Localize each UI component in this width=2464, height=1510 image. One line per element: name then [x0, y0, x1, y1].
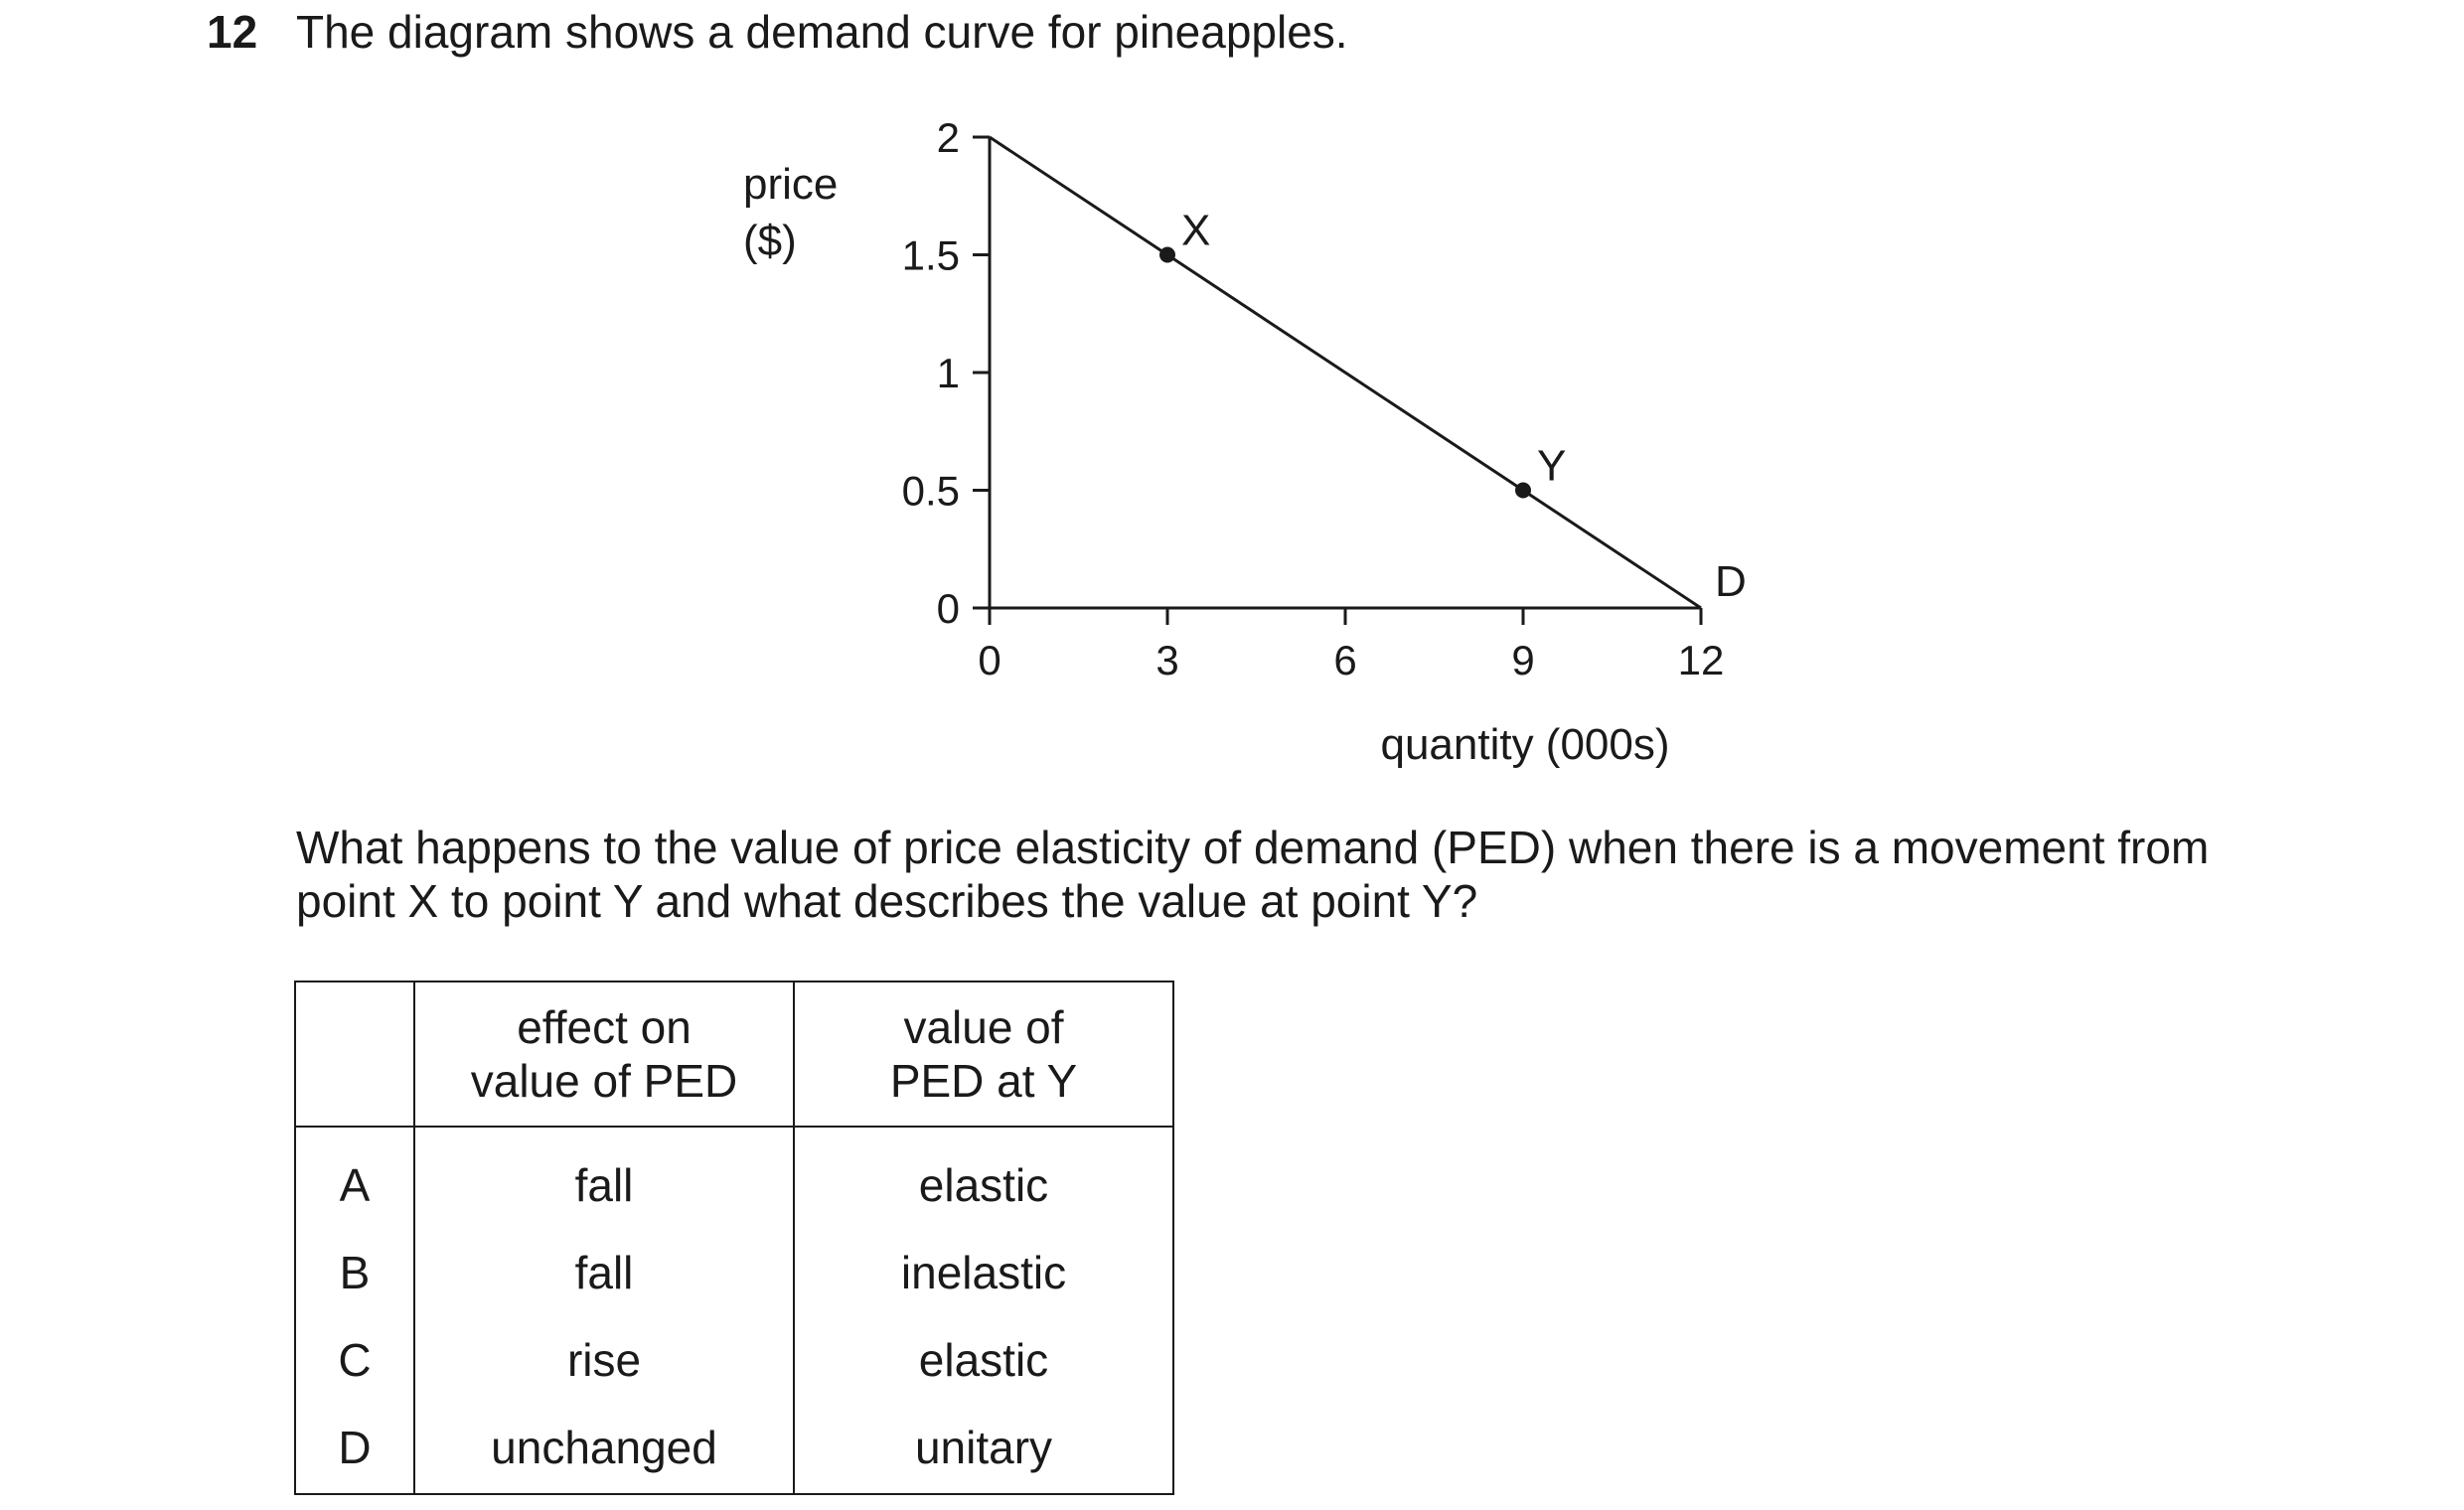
option-row-c[interactable] [295, 1316, 1173, 1404]
question-prompt [296, 821, 2273, 928]
option-row-a[interactable] [295, 1127, 1173, 1229]
option-value: elastic [794, 1316, 1173, 1404]
option-letter: C [295, 1316, 414, 1404]
chart-axes [743, 114, 1724, 769]
answer-options-table [294, 981, 1174, 1495]
y-tick-label: 2 [936, 114, 960, 161]
option-value: unitary [794, 1404, 1173, 1494]
header-value-cell [794, 982, 1173, 1127]
y-tick-label: 0.5 [901, 467, 960, 515]
demand-curve-chart [0, 0, 1788, 815]
y-tick-label: 1.5 [901, 231, 960, 279]
question-number: 12 [207, 6, 258, 58]
point-y-marker [1515, 483, 1531, 499]
option-effect: fall [414, 1229, 794, 1316]
option-row-b[interactable] [295, 1229, 1173, 1316]
table-header-row [295, 982, 1173, 1127]
point-y-label: Y [1537, 441, 1567, 491]
header-letter-cell [295, 982, 414, 1127]
option-effect: rise [414, 1316, 794, 1404]
question-intro: The diagram shows a demand curve for pineapples. [296, 6, 1348, 58]
option-letter: D [295, 1404, 414, 1494]
y-axis-label-line-2: ($) [743, 217, 797, 265]
y-tick-label: 1 [936, 350, 960, 396]
option-letter: A [295, 1127, 414, 1229]
question-prompt-line-2: point X to point Y and what describes the value at point Y? [296, 875, 1478, 927]
x-tick-label: 12 [1677, 637, 1725, 683]
option-effect: unchanged [414, 1404, 794, 1494]
option-letter: B [295, 1229, 414, 1316]
option-row-d[interactable] [295, 1404, 1173, 1494]
question-prompt-line-1: What happens to the value of price elasticity of demand (PED) when there is a movement from [296, 822, 2210, 873]
header-effect-line-1: effect on [517, 1001, 692, 1053]
option-effect: fall [414, 1127, 794, 1229]
point-x-marker [1159, 247, 1175, 263]
chart-marks [990, 137, 1747, 608]
option-value: elastic [794, 1127, 1173, 1229]
x-tick-label: 0 [978, 637, 1001, 683]
header-effect-line-2: value of PED [470, 1055, 738, 1107]
x-tick-label: 9 [1511, 637, 1535, 683]
demand-curve-label: D [1715, 557, 1747, 606]
demand-line [990, 137, 1701, 608]
x-tick-label: 6 [1333, 637, 1357, 683]
header-value-line-1: value of [903, 1001, 1064, 1053]
option-value: inelastic [794, 1229, 1173, 1316]
header-effect-cell [414, 982, 794, 1127]
header-value-line-2: PED at Y [889, 1055, 1078, 1107]
x-tick-label: 3 [1155, 637, 1179, 683]
y-axis-label-line-1: price [743, 160, 839, 209]
y-tick-label: 0 [936, 585, 960, 632]
point-x-label: X [1181, 206, 1211, 255]
x-axis-label: quantity (000s) [1380, 720, 1670, 769]
